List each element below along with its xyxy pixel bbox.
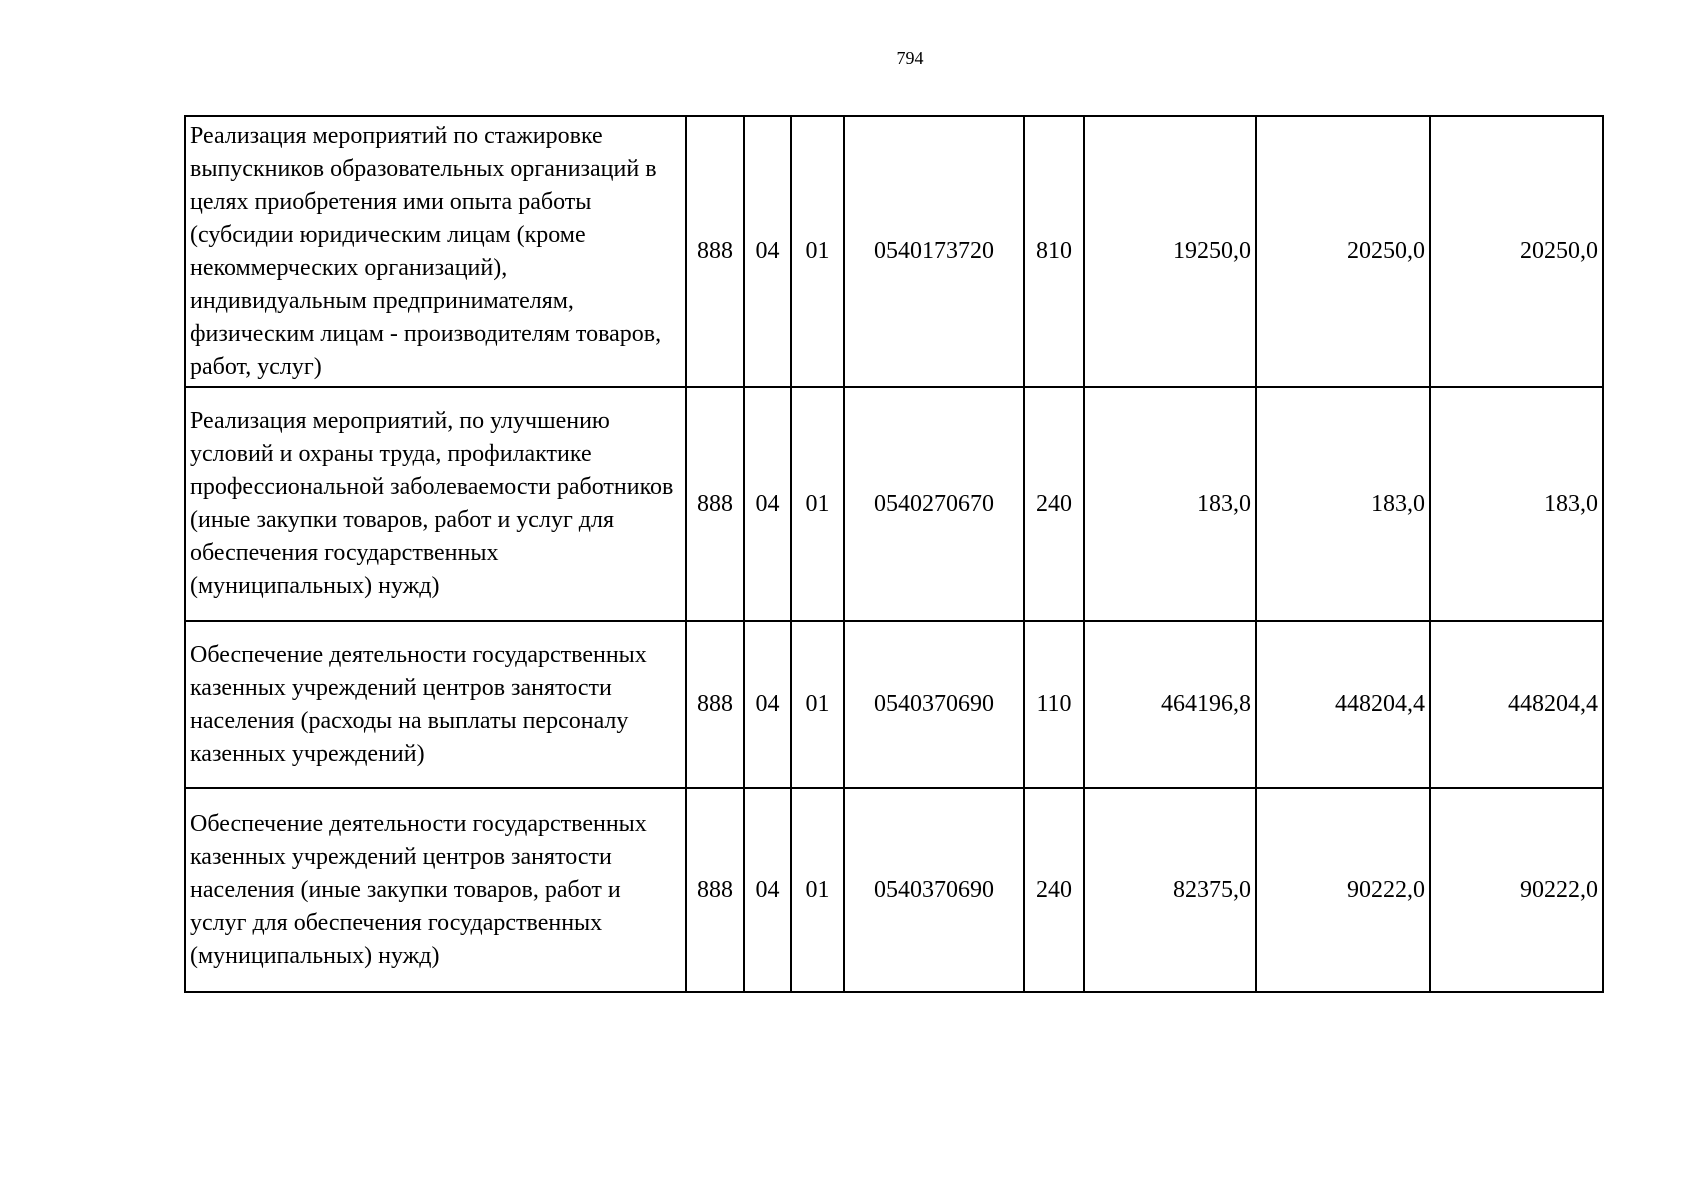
- cell-vr: 810: [1024, 116, 1084, 387]
- cell-pr: 01: [791, 387, 844, 621]
- cell-csr: 0540270670: [844, 387, 1024, 621]
- page-number: 794: [896, 48, 924, 68]
- table-row: [185, 387, 1603, 621]
- cell-amount-2: 90222,0: [1256, 788, 1430, 992]
- cell-pr: 01: [791, 116, 844, 387]
- cell-vr: 110: [1024, 621, 1084, 788]
- cell-ved: 888: [686, 387, 744, 621]
- cell-amount-2: 183,0: [1256, 387, 1430, 621]
- cell-rz: 04: [744, 621, 791, 788]
- cell-amount-2: 448204,4: [1256, 621, 1430, 788]
- cell-amount-3: 90222,0: [1430, 788, 1603, 992]
- cell-rz: 04: [744, 387, 791, 621]
- row-description: Реализация мероприятий по стажировке выпускников образовательных организаций в целях приобретения ими опыта работы (субсидии юридическим лицам (кроме некоммерческих организаций), индивидуальным предпринимателям, физическим лицам - производителям товаров, работ, услуг): [185, 116, 686, 387]
- cell-amount-2: 20250,0: [1256, 116, 1430, 387]
- cell-amount-3: 20250,0: [1430, 116, 1603, 387]
- cell-vr: 240: [1024, 788, 1084, 992]
- table-row: [185, 116, 1603, 387]
- cell-amount-1: 464196,8: [1084, 621, 1256, 788]
- row-description: Обеспечение деятельности государственных казенных учреждений центров занятости населения (расходы на выплаты персоналу казенных учреждений): [185, 621, 686, 788]
- cell-amount-1: 19250,0: [1084, 116, 1256, 387]
- row-description: Реализация мероприятий, по улучшению условий и охраны труда, профилактике профессиональной заболеваемости работников (иные закупки товаров, работ и услуг для обеспечения государственных (муниципальных) нужд): [185, 387, 686, 621]
- table-row: [185, 788, 1603, 992]
- cell-ved: 888: [686, 116, 744, 387]
- cell-csr: 0540173720: [844, 116, 1024, 387]
- cell-csr: 0540370690: [844, 788, 1024, 992]
- cell-ved: 888: [686, 621, 744, 788]
- cell-pr: 01: [791, 788, 844, 992]
- cell-amount-3: 183,0: [1430, 387, 1603, 621]
- cell-csr: 0540370690: [844, 621, 1024, 788]
- cell-pr: 01: [791, 621, 844, 788]
- cell-vr: 240: [1024, 387, 1084, 621]
- cell-amount-1: 82375,0: [1084, 788, 1256, 992]
- cell-amount-1: 183,0: [1084, 387, 1256, 621]
- budget-table: [184, 115, 1604, 993]
- table-row: [185, 621, 1603, 788]
- row-description: Обеспечение деятельности государственных казенных учреждений центров занятости населения (иные закупки товаров, работ и услуг для обеспечения государственных (муниципальных) нужд): [185, 788, 686, 992]
- cell-rz: 04: [744, 788, 791, 992]
- cell-ved: 888: [686, 788, 744, 992]
- cell-rz: 04: [744, 116, 791, 387]
- cell-amount-3: 448204,4: [1430, 621, 1603, 788]
